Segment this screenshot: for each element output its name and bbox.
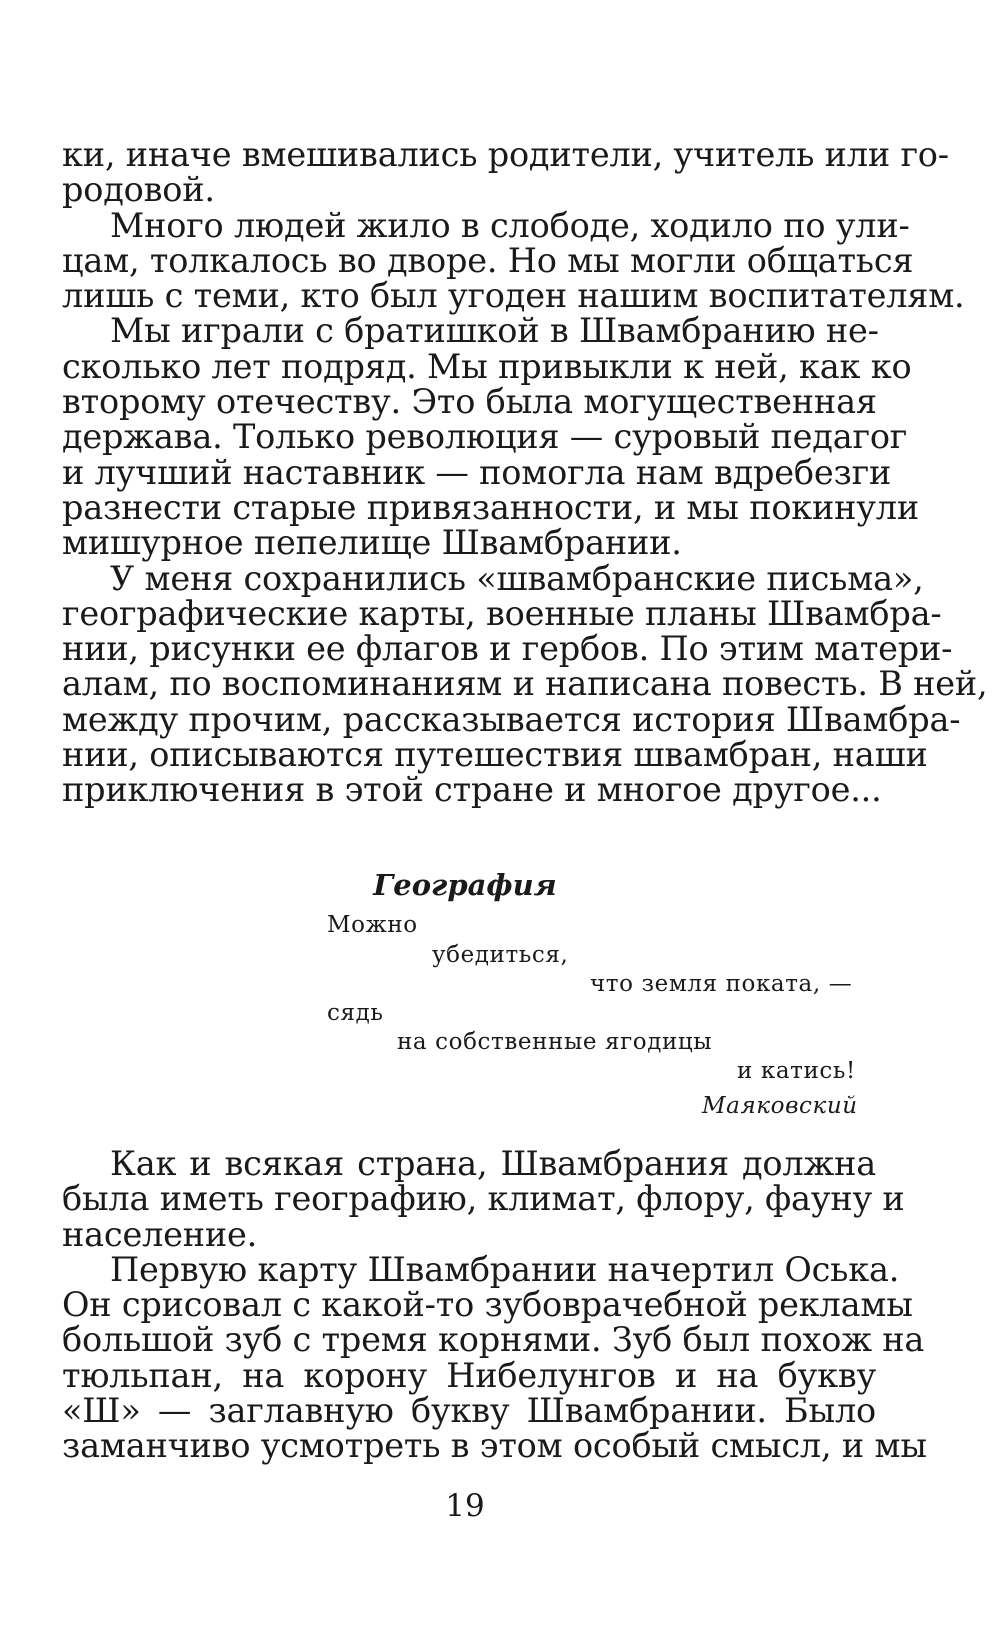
- text-line: разнести старые привязанности, и мы покинули: [62, 487, 919, 527]
- text-block-bottom: [62, 1144, 927, 1466]
- text-line: нии, описываются путешествия швамбран, наши: [62, 735, 928, 775]
- text-line: алам, по воспоминаниям и написана повесть. В ней,: [62, 664, 988, 704]
- section-heading: География: [373, 868, 557, 902]
- epigraph-line: на собственные ягодицы: [397, 1029, 713, 1055]
- text-line: сколько лет подряд. Мы привыкли к ней, как ко: [62, 346, 912, 386]
- paragraph-5: [62, 1144, 905, 1254]
- text-line: цам, толкалось во дворе. Но мы могли общаться: [62, 240, 914, 280]
- text-line: мишурное пепелище Швамбрании.: [62, 523, 682, 563]
- text-line: держава. Только революция — суровый педагог: [62, 417, 908, 457]
- text-line: лишь с теми, кто был угоден нашим воспитателям.: [62, 276, 965, 316]
- text-line: Мы играли с братишкой в Швамбранию не-: [110, 311, 879, 351]
- paragraph-3: [62, 311, 919, 563]
- epigraph-line: и катись!: [737, 1058, 856, 1084]
- text-line: ки, иначе вмешивались родители, учитель или го-: [62, 135, 949, 174]
- text-line: Как и всякая страна, Швамбрания должна: [110, 1144, 876, 1183]
- text-line: Первую карту Швамбрании начертил Оська.: [110, 1249, 900, 1289]
- text-line: географические карты, военные планы Швамбра-: [62, 593, 942, 633]
- text-line: и лучший наставник — помогла нам вдребезги: [62, 452, 892, 492]
- text-line: была иметь географию, климат, флору, фауну и: [62, 1179, 905, 1219]
- page-number: 19: [445, 1488, 485, 1524]
- text-line: Много людей жило в слободе, ходило по ули-: [110, 205, 910, 245]
- text-line: Он срисовал с какой-то зубоврачебной рекламы: [62, 1285, 913, 1325]
- epigraph-line: что земля поката, —: [590, 971, 853, 997]
- text-line: население.: [62, 1214, 258, 1254]
- text-line: тюльпан, на корону Нибелунгов и на букву: [62, 1355, 876, 1395]
- text-block-top: [62, 135, 988, 810]
- text-line: большой зуб с тремя корнями. Зуб был похож на: [62, 1320, 925, 1360]
- epigraph-line: сядь: [327, 1000, 384, 1026]
- text-line: «Ш» — заглавную букву Швамбрании. Было: [62, 1391, 876, 1431]
- text-line: второму отечеству. Это была могущественная: [62, 382, 877, 422]
- epigraph-line: Можно: [327, 912, 418, 938]
- text-line: между прочим, рассказывается история Швамбра-: [62, 699, 961, 739]
- paragraph-2: [62, 205, 965, 316]
- text-line: нии, рисунки ее флагов и гербов. По этим матери-: [62, 629, 953, 669]
- epigraph-line: убедиться,: [432, 942, 569, 968]
- paragraph-1: [62, 135, 949, 210]
- text-line: родовой.: [62, 170, 215, 210]
- text-line: заманчиво усмотреть в этом особый смысл, и мы: [62, 1426, 927, 1466]
- paragraph-4: [62, 558, 988, 810]
- text-line: приключения в этой стране и многое другое...: [62, 770, 882, 810]
- epigraph-author: Маяковский: [702, 1093, 858, 1119]
- paragraph-6: [62, 1249, 927, 1466]
- text-line: У меня сохранились «швамбранские письма»,: [110, 558, 924, 598]
